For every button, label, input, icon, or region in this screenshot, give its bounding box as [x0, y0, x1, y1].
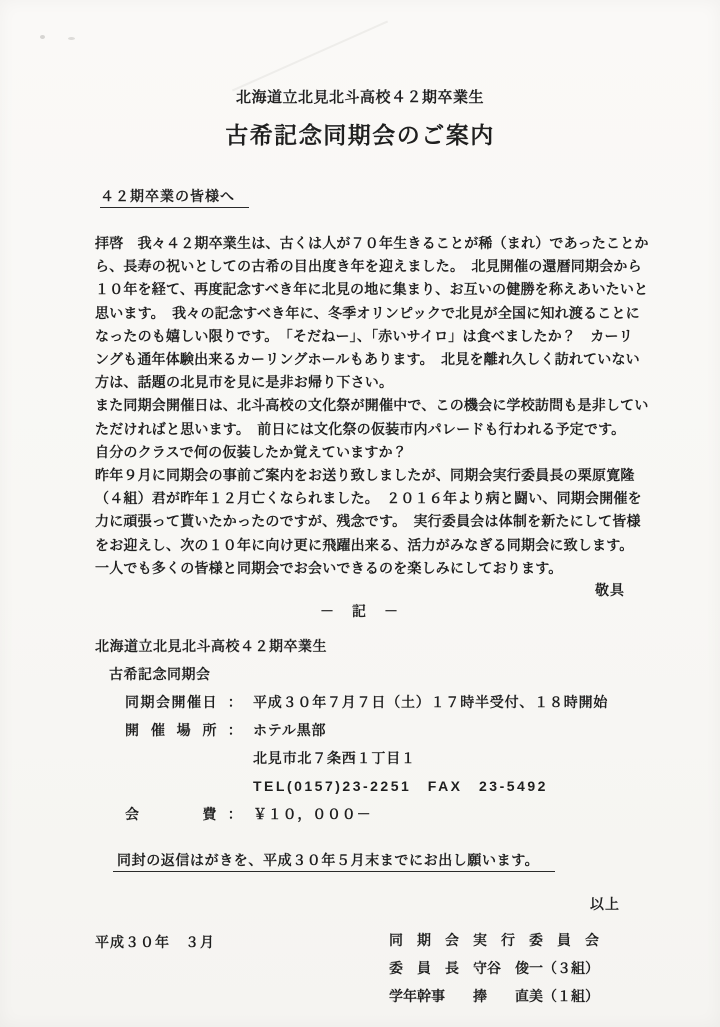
body-line: 拝啓 我々４２期卒業生は、古くは人が７０年生きることが稀（まれ）であったことか [95, 235, 649, 251]
body-line: 自分のクラスで何の仮装したか覚えていますか？ [95, 443, 407, 460]
body-line: ただければと思います。 前日には文化祭の仮装市内パレードも行われる予定です。 [95, 420, 626, 437]
body-line: 昨年９月に同期会の事前ご案内をお送り致しましたが、同期会実行委員長の栗原寛隆 [95, 467, 635, 484]
detail-row-fee [125, 804, 720, 824]
detail-colon: ： [227, 722, 243, 739]
detail-row-date [125, 692, 720, 712]
body-line: 思います。 我々の記念すべき年に、冬季オリンピックで北見が全国に知れ渡ることに [95, 304, 640, 321]
end-marker: 以上 [590, 896, 620, 913]
details-school-line: 北海道立北見北斗高校４２期卒業生 [95, 638, 327, 655]
body-line: ングも通年体験出来るカーリングホールもあります。 北見を離れ久しく訪れていない [95, 351, 640, 368]
document-title: 古希記念同期会のご案内 [225, 122, 495, 148]
committee-organization: 同 期 会 実 行 委 員 会 [389, 932, 599, 949]
footer-date: 平成３０年 ３月 [95, 934, 215, 951]
document-school-line: 北海道立北見北斗高校４２期卒業生 [235, 89, 484, 106]
note-row [113, 850, 720, 870]
detail-colon [217, 748, 253, 768]
detail-colon: ： [227, 694, 243, 711]
committee-chairman: 委 員 長 守谷 俊一（３組） [389, 960, 599, 977]
detail-row-phone [125, 776, 720, 796]
body-line: ら、長寿の祝いとしての古希の目出度き年を迎えました。 北見開催の還暦同期会から [95, 258, 642, 275]
detail-label: 会費 [125, 806, 217, 823]
detail-value: ホテル黒部 [253, 722, 327, 739]
detail-row-address [125, 748, 720, 768]
body-line: をお迎えし、次の１０年に向け更に飛躍出来る、活力がみなぎる同期会に致します。 [95, 536, 634, 553]
detail-value: ￥１０，０００－ [253, 806, 372, 823]
detail-value: 北見市北７条西１丁目１ [253, 750, 416, 767]
detail-colon: ： [227, 806, 243, 823]
committee-secretary: 学年幹事 捧 直美（１組） [389, 988, 599, 1005]
body-line: （４組）君が昨年１２月亡くなられました。 ２０１６年より病と闘い、同期会開催を [95, 490, 642, 507]
detail-label [125, 748, 217, 768]
body-line: なったのも嬉しい限りです。 「そだねー」、「赤いサイロ」は食べましたか？ カーリ [95, 327, 633, 344]
detail-colon [217, 776, 253, 796]
closing-word: 敬具 [595, 582, 625, 599]
salutation-heading: ４２期卒業の皆様へ [100, 188, 249, 208]
scan-speck [40, 35, 45, 39]
detail-label: 開催場所 [125, 722, 217, 739]
detail-value: TEL(0157)23-2251 FAX 23-5492 [253, 778, 548, 795]
reply-deadline-note: 同封の返信はがきを、平成３０年５月末までにお出し願います。 [113, 852, 555, 872]
body-line: また同期会開催日は、北斗高校の文化祭が開催中で、この機会に学校訪問も是非してい [95, 397, 649, 414]
details-event-name: 古希記念同期会 [109, 666, 211, 683]
detail-label: 同期会開催日 [125, 694, 217, 711]
detail-value: 平成３０年７月７日（土）１７時半受付、１８時開始 [253, 694, 609, 711]
scan-speck [68, 37, 75, 40]
event-details-section [95, 636, 720, 824]
body-line: 方は、話題の北見市を見に是非お帰り下さい。 [95, 374, 394, 391]
detail-row-venue [125, 720, 720, 740]
letter-body [95, 232, 649, 580]
body-line: 力に頑張って貰いたかったのですが、残念です。 実行委員会は体制を新たにして皆様 [95, 513, 641, 530]
committee-block [389, 930, 603, 1007]
record-divider: － 記 － [320, 603, 400, 620]
detail-label [125, 776, 217, 796]
salutation-row [100, 186, 720, 206]
signature-footer [0, 930, 720, 1007]
body-line: １０年を経て、再度記念すべき年に北見の地に集まり、お互いの健勝を称えあいたいと [95, 281, 649, 298]
body-line: 一人でも多くの皆様と同期会でお会いできるのを楽しみにしております。 [95, 559, 563, 576]
